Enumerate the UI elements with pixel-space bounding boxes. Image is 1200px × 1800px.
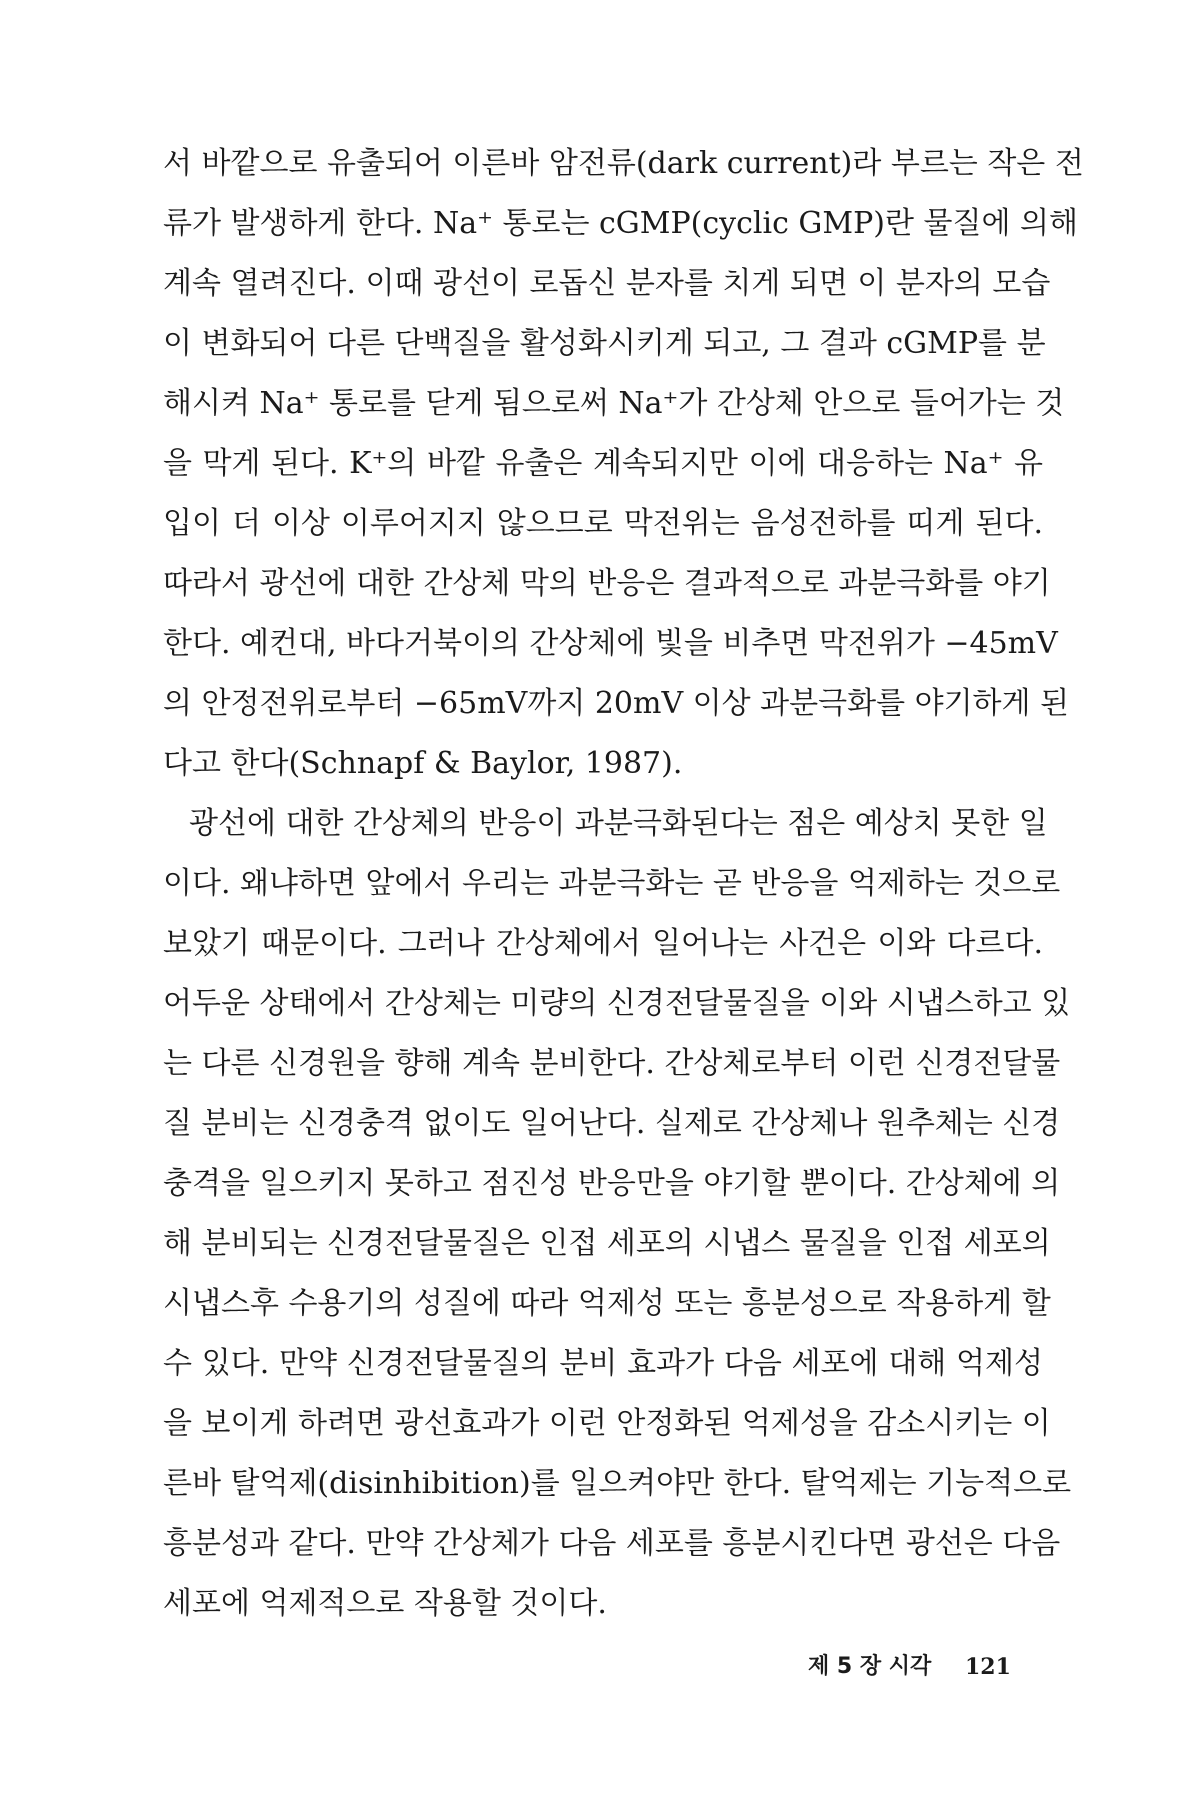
text-line: 질 분비는 신경충격 없이도 일어난다. 실제로 간상체나 원추체는 신경 (163, 1106, 1061, 1141)
text-line: 는 다른 신경원을 향해 계속 분비한다. 간상체로부터 이런 신경전달물 (163, 1046, 1061, 1081)
text-line: 따라서 광선에 대한 간상체 막의 반응은 결과적으로 과분극화를 야기 (163, 566, 1051, 601)
text-line: 광선에 대한 간상체의 반응이 과분극화된다는 점은 예상치 못한 일 (189, 806, 1048, 841)
text-line: 의 안정전위로부터 −65mV까지 20mV 이상 과분극화를 야기하게 된 (163, 686, 1070, 721)
body-text (163, 134, 1084, 1634)
text-line: 을 막게 된다. K⁺의 바깥 유출은 계속되지만 이에 대응하는 Na⁺ 유 (163, 446, 1043, 481)
text-line: 흥분성과 같다. 만약 간상체가 다음 세포를 흥분시킨다면 광선은 다음 (163, 1526, 1061, 1561)
text-line: 시냅스후 수용기의 성질에 따라 억제성 또는 흥분성으로 작용하게 할 (163, 1286, 1051, 1321)
text-line: 해 분비되는 신경전달물질은 인접 세포의 시냅스 물질을 인접 세포의 (163, 1226, 1051, 1261)
text-line: 어두운 상태에서 간상체는 미량의 신경전달물질을 이와 시냅스하고 있 (163, 986, 1071, 1021)
text-line: 이 변화되어 다른 단백질을 활성화시키게 되고, 그 결과 cGMP를 분 (163, 326, 1046, 361)
chapter-title: 제 5 장 시각 (808, 1654, 932, 1679)
text-line: 다고 한다(Schnapf & Baylor, 1987). (163, 746, 683, 781)
text-line: 류가 발생하게 한다. Na⁺ 통로는 cGMP(cyclic GMP)란 물질에 의해 (163, 206, 1078, 241)
text-line: 른바 탈억제(disinhibition)를 일으켜야만 한다. 탈억제는 기능적으로 (163, 1466, 1072, 1501)
text-line: 해시켜 Na⁺ 통로를 닫게 됨으로써 Na⁺가 간상체 안으로 들어가는 것 (163, 386, 1065, 421)
text-line: 보았기 때문이다. 그러나 간상체에서 일어나는 사건은 이와 다르다. (163, 926, 1043, 961)
page-number: 121 (965, 1654, 1011, 1680)
text-line: 입이 더 이상 이루어지지 않으므로 막전위는 음성전하를 띠게 된다. (163, 506, 1043, 541)
text-line: 이다. 왜냐하면 앞에서 우리는 과분극화는 곧 반응을 억제하는 것으로 (163, 866, 1061, 901)
page-footer (0, 1652, 1200, 1682)
text-line: 세포에 억제적으로 작용할 것이다. (163, 1586, 607, 1621)
text-line: 한다. 예컨대, 바다거북이의 간상체에 빛을 비추면 막전위가 −45mV (163, 626, 1058, 661)
text-line: 수 있다. 만약 신경전달물질의 분비 효과가 다음 세포에 대해 억제성 (163, 1346, 1043, 1381)
text-line: 계속 열려진다. 이때 광선이 로돕신 분자를 치게 되면 이 분자의 모습 (163, 266, 1051, 301)
text-line: 충격을 일으키지 못하고 점진성 반응만을 야기할 뿐이다. 간상체에 의 (163, 1166, 1061, 1201)
text-line: 서 바깥으로 유출되어 이른바 암전류(dark current)라 부르는 작은 전 (163, 146, 1084, 181)
text-line: 을 보이게 하려면 광선효과가 이런 안정화된 억제성을 감소시키는 이 (163, 1406, 1051, 1441)
